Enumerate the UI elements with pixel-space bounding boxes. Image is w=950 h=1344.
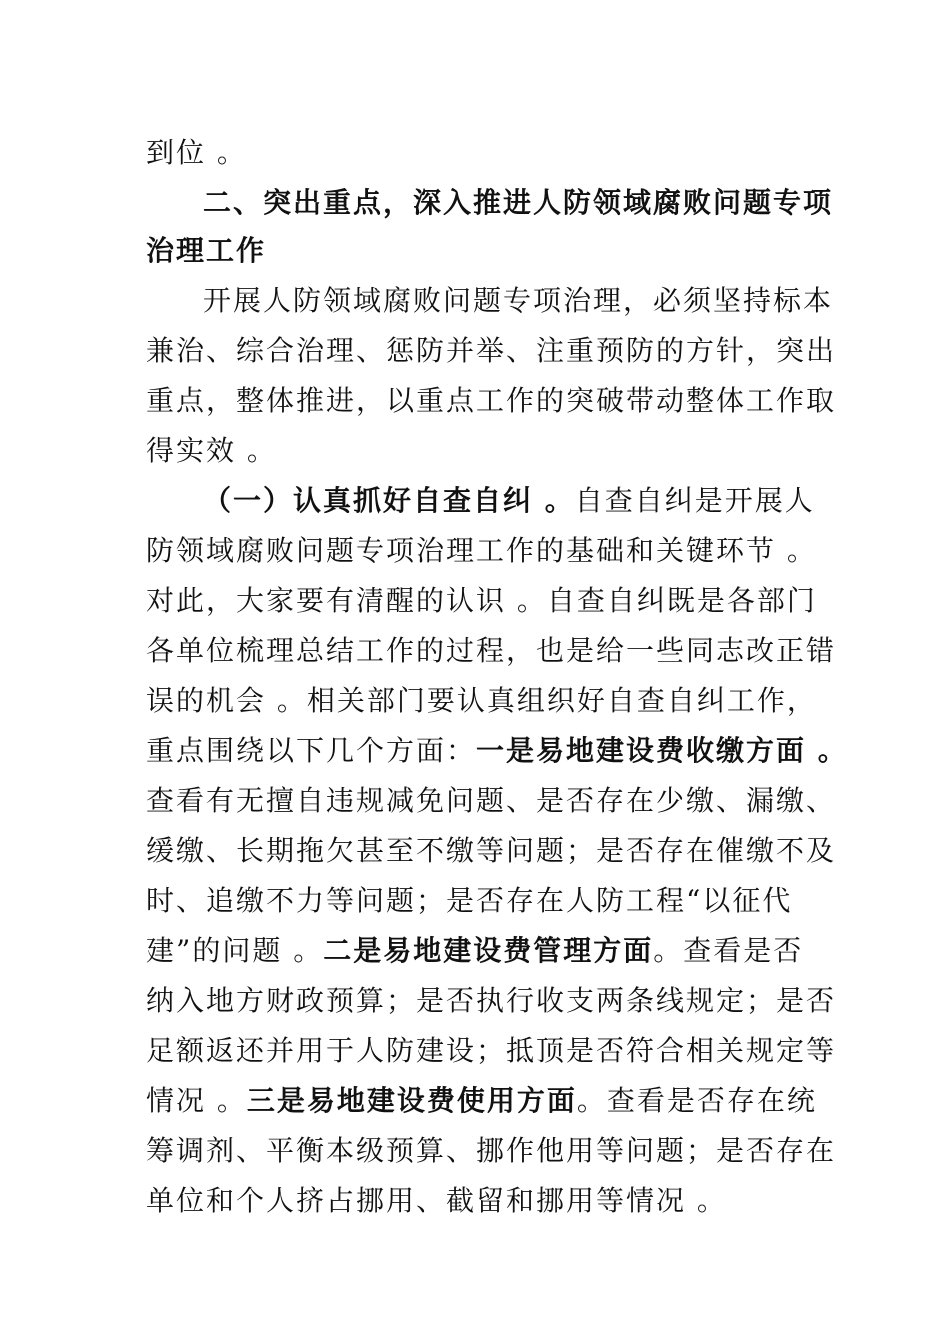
emphasis-text: 三是易地建设费使用方面: [246, 1084, 577, 1117]
paragraph-line: 各单位梳理总结工作的过程，也是给一些同志改正错: [146, 634, 837, 667]
paragraph-line: 误的机会 。相关部门要认真组织好自查自纠工作，: [146, 684, 817, 717]
paragraph-line: 开展人防领域腐败问题专项治理，必须坚持标本: [203, 284, 834, 317]
paragraph-line: 纳入地方财政预算；是否执行收支两条线规定；是否: [146, 984, 837, 1017]
paragraph-line: 重点，整体推进，以重点工作的突破带动整体工作取: [146, 384, 837, 417]
paragraph-line: 情况 。三是易地建设费使用方面。查看是否存在统: [146, 1084, 817, 1117]
paragraph-line: 查看有无擅自违规减免问题、是否存在少缴、漏缴、: [146, 784, 837, 817]
paragraph-line: 对此，大家要有清醒的认识 。自查自纠既是各部门: [146, 584, 817, 617]
paragraph-line: 重点围绕以下几个方面：一是易地建设费收缴方面 。: [146, 734, 848, 767]
text-line-1: 到位 。: [146, 136, 247, 169]
paragraph-line: 兼治、综合治理、惩防并举、注重预防的方针，突出: [146, 334, 837, 367]
paragraph-line: 缓缴、长期拖欠甚至不缴等问题；是否存在催缴不及: [146, 834, 837, 867]
emphasis-text: 二是易地建设费管理方面: [323, 934, 654, 967]
emphasis-text: 一是易地建设费收缴方面 。: [476, 734, 848, 767]
paragraph-line: 建”的问题 。二是易地建设费管理方面。查看是否: [146, 934, 804, 967]
section-heading-line-1: 二、突出重点，深入推进人防领域腐败问题专项: [203, 186, 834, 219]
paragraph-line: 得实效 。: [146, 434, 277, 467]
paragraph-line: （一）认真抓好自查自纠 。自查自纠是开展人: [203, 484, 815, 517]
paragraph-line: 足额返还并用于人防建设；抵顶是否符合相关规定等: [146, 1034, 837, 1067]
subheading-text: （一）认真抓好自查自纠 。: [203, 484, 575, 517]
paragraph-line: 时、追缴不力等问题；是否存在人防工程“以征代: [146, 884, 793, 917]
paragraph-line: 筹调剂、平衡本级预算、挪作他用等问题；是否存在: [146, 1134, 837, 1167]
paragraph-line: 防领域腐败问题专项治理工作的基础和关键环节 。: [146, 534, 817, 567]
section-heading-line-2: 治理工作: [146, 234, 267, 267]
paragraph-line: 单位和个人挤占挪用、截留和挪用等情况 。: [146, 1184, 727, 1217]
